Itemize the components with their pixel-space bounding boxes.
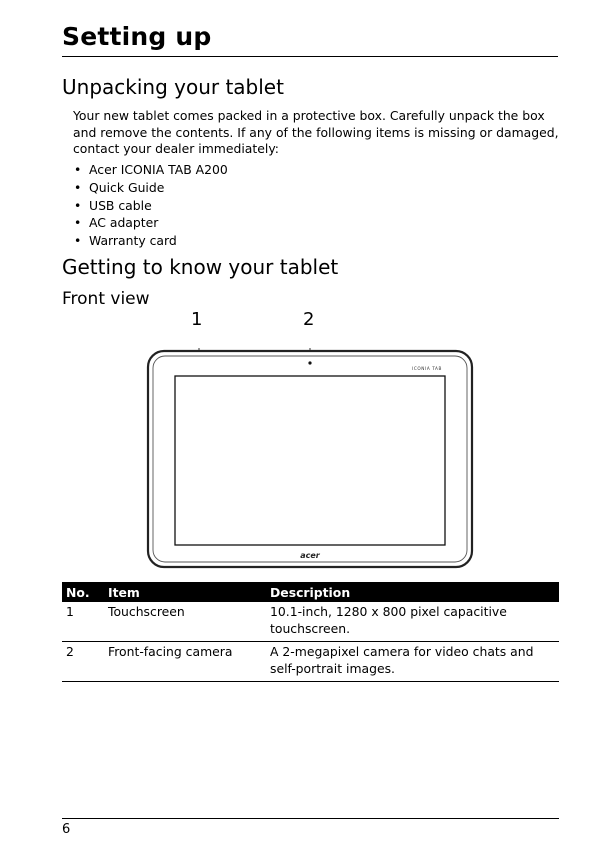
list-item xyxy=(73,161,228,179)
column-header-no: No. xyxy=(62,582,104,602)
callout-1: 1 xyxy=(191,309,203,330)
cell-description: A 2-megapixel camera for video chats and self-portrait images. xyxy=(266,642,559,682)
cell-description: 10.1-inch, 1280 x 800 pixel capacitive touchscreen. xyxy=(266,602,559,642)
list-item-label: AC adapter xyxy=(89,215,159,231)
unpacking-intro: Your new tablet comes packed in a protective box. Carefully unpack the box and remove the contents. If any of the following items is missing or damaged, contact your dealer immediately: xyxy=(73,108,559,156)
list-item xyxy=(73,179,228,197)
column-header-description: Description xyxy=(266,582,559,602)
subheading-front-view: Front view xyxy=(62,289,150,309)
footer-divider xyxy=(62,818,559,819)
page-title: Setting up xyxy=(62,22,212,51)
section-heading-getting-to-know: Getting to know your tablet xyxy=(62,255,339,279)
cell-item: Touchscreen xyxy=(104,602,266,642)
bullet-icon: • xyxy=(74,215,82,231)
table-header-row xyxy=(62,582,559,602)
touchscreen xyxy=(175,376,445,545)
table-row xyxy=(62,602,559,642)
list-item xyxy=(73,232,228,250)
title-divider xyxy=(62,56,558,57)
front-view-table xyxy=(62,582,559,682)
front-camera-icon xyxy=(308,361,311,364)
list-item-label: Acer ICONIA TAB A200 xyxy=(89,162,228,177)
section-heading-unpacking: Unpacking your tablet xyxy=(62,75,284,99)
bullet-icon: • xyxy=(74,197,82,213)
list-item xyxy=(73,214,228,232)
callout-2: 2 xyxy=(303,309,315,330)
cell-no: 1 xyxy=(62,602,104,642)
bullet-icon: • xyxy=(74,179,82,195)
bullet-icon: • xyxy=(74,162,82,177)
package-contents-list xyxy=(73,161,228,250)
list-item-label: USB cable xyxy=(89,197,152,213)
page-number: 6 xyxy=(62,822,71,837)
list-item-label: Warranty card xyxy=(89,233,177,249)
column-header-item: Item xyxy=(104,582,266,602)
table-row xyxy=(62,642,559,682)
cell-item: Front-facing camera xyxy=(104,642,266,682)
bullet-icon: • xyxy=(74,233,82,249)
list-item-label: Quick Guide xyxy=(89,179,165,195)
cell-no: 2 xyxy=(62,642,104,682)
brand-top-label: ICONIA TAB xyxy=(412,366,442,371)
brand-bottom-logo: acer xyxy=(300,551,320,560)
list-item xyxy=(73,197,228,215)
tablet-front-view-illustration xyxy=(146,348,476,570)
